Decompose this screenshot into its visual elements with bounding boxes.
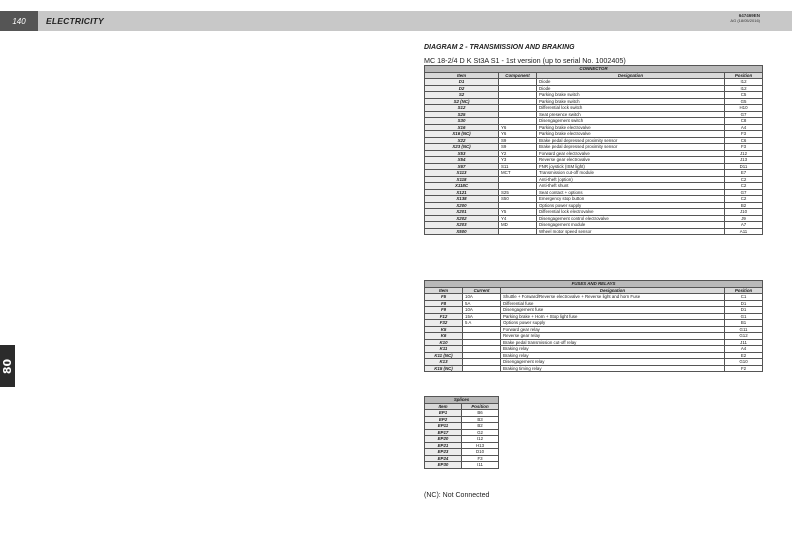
page-number: 140 bbox=[0, 11, 38, 31]
cell-item: X16 (NC) bbox=[425, 131, 499, 138]
cell-component: S9 bbox=[499, 144, 537, 151]
cell-position: G2 bbox=[462, 429, 499, 436]
cell-designation: Anti-theft (option) bbox=[537, 176, 725, 183]
cell-component: MCT bbox=[499, 170, 537, 177]
col-designation: Designation bbox=[501, 287, 725, 294]
cell-designation: Reverse gear electrovalve bbox=[537, 157, 725, 164]
cell-designation: Disengagement switch bbox=[537, 118, 725, 125]
cell-designation: Emergency stop button bbox=[537, 196, 725, 203]
cell-designation: Anti-theft shunt bbox=[537, 183, 725, 190]
col-position: Position bbox=[725, 287, 763, 294]
col-item: Item bbox=[425, 72, 499, 79]
cell-item: EP20 bbox=[425, 436, 462, 443]
cell-component: MD bbox=[499, 222, 537, 229]
col-position: Position bbox=[462, 403, 499, 410]
cell-item: X113 bbox=[425, 170, 499, 177]
cell-designation: Disengagement control electrovalve bbox=[537, 215, 725, 222]
cell-position: C1 bbox=[725, 294, 763, 301]
cell-item: EP11 bbox=[425, 423, 462, 430]
cell-item: X54 bbox=[425, 157, 499, 164]
col-position: Position bbox=[725, 72, 763, 79]
cell-component: S11 bbox=[499, 163, 537, 170]
cell-item: X22 bbox=[425, 137, 499, 144]
cell-item: EP21 bbox=[425, 442, 462, 449]
cell-current: 5A bbox=[463, 300, 501, 307]
cell-designation: Parking brake switch bbox=[537, 92, 725, 99]
cell-position: B3 bbox=[462, 416, 499, 423]
cell-position: A7 bbox=[725, 222, 763, 229]
cell-position: G1 bbox=[725, 313, 763, 320]
cell-item: X201 bbox=[425, 209, 499, 216]
cell-item: F12 bbox=[425, 313, 463, 320]
cell-item: F8 bbox=[425, 300, 463, 307]
cell-position: A4 bbox=[725, 346, 763, 353]
col-item: Item bbox=[425, 403, 462, 410]
cell-item: S25 bbox=[425, 111, 499, 118]
section-title: ELECTRICITY bbox=[46, 16, 104, 26]
cell-item: EP2 bbox=[425, 416, 462, 423]
footnote-nc: (NC): Not Connected bbox=[424, 492, 490, 499]
cell-component: Y3 bbox=[499, 157, 537, 164]
cell-current: 15A bbox=[463, 313, 501, 320]
cell-item: K11 bbox=[425, 346, 463, 353]
cell-position: G5 bbox=[725, 98, 763, 105]
cell-designation: Brake pedal depressed proximity sensor bbox=[537, 144, 725, 151]
cell-position: F3 bbox=[725, 131, 763, 138]
cell-designation: Reverse gear relay bbox=[501, 333, 725, 340]
cell-designation: Options power supply bbox=[537, 202, 725, 209]
cell-component: Y6 bbox=[499, 124, 537, 131]
cell-item: EP1 bbox=[425, 410, 462, 417]
cell-designation: Diode bbox=[537, 79, 725, 86]
chapter-tab-label: 80 bbox=[1, 358, 14, 374]
cell-designation: Parking brake + Horn + Stop light fuse bbox=[501, 313, 725, 320]
cell-component: Y6 bbox=[499, 131, 537, 138]
cell-position: F3 bbox=[725, 144, 763, 151]
cell-designation: Braking relay bbox=[501, 352, 725, 359]
cell-designation: Disengagement relay bbox=[501, 359, 725, 366]
col-current: Current bbox=[463, 287, 501, 294]
cell-item: X200 bbox=[425, 202, 499, 209]
cell-position: D11 bbox=[725, 163, 763, 170]
cell-position: C8 bbox=[725, 118, 763, 125]
cell-position: E2 bbox=[725, 352, 763, 359]
cell-item: X67 bbox=[425, 163, 499, 170]
cell-item: F9 bbox=[425, 307, 463, 314]
cell-designation: Seat presence switch bbox=[537, 111, 725, 118]
cell-position: J11 bbox=[725, 339, 763, 346]
col-designation: Designation bbox=[537, 72, 725, 79]
cell-item: EP23 bbox=[425, 449, 462, 456]
cell-position: G7 bbox=[725, 189, 763, 196]
table-row bbox=[425, 365, 763, 372]
table-row bbox=[425, 228, 763, 235]
document-reference bbox=[730, 13, 760, 23]
cell-item: K13 bbox=[425, 359, 463, 366]
cell-position: G12 bbox=[725, 333, 763, 340]
cell-item: S30 bbox=[425, 118, 499, 125]
cell-designation: Brake pedal depressed proximity sensor bbox=[537, 137, 725, 144]
cell-item: X138 bbox=[425, 196, 499, 203]
cell-item: X118 bbox=[425, 176, 499, 183]
cell-position: A4 bbox=[725, 124, 763, 131]
cell-position: H10 bbox=[725, 105, 763, 112]
cell-item: X118C bbox=[425, 183, 499, 190]
cell-designation: Parking brake switch bbox=[537, 98, 725, 105]
cell-position: F3 bbox=[462, 455, 499, 462]
document-date: AG (18/05/2016) bbox=[730, 18, 760, 23]
cell-designation: Differential lock switch bbox=[537, 105, 725, 112]
cell-position: I12 bbox=[462, 436, 499, 443]
cell-current bbox=[463, 365, 501, 372]
cell-position: I11 bbox=[462, 462, 499, 469]
cell-item: S12 bbox=[425, 105, 499, 112]
cell-designation: Parking brake electrovalve bbox=[537, 131, 725, 138]
cell-item: X16 bbox=[425, 124, 499, 131]
cell-position: J12 bbox=[725, 150, 763, 157]
cell-component: Y4 bbox=[499, 215, 537, 222]
cell-position: B2 bbox=[725, 202, 763, 209]
cell-position: A11 bbox=[725, 228, 763, 235]
cell-item: K10 bbox=[425, 339, 463, 346]
cell-position: B1 bbox=[725, 320, 763, 327]
cell-component: S50 bbox=[499, 196, 537, 203]
cell-item: EP24 bbox=[425, 455, 462, 462]
cell-designation: Parking brake electrovalve bbox=[537, 124, 725, 131]
cell-position: B2 bbox=[462, 423, 499, 430]
cell-position: C6 bbox=[725, 137, 763, 144]
cell-item: X53 bbox=[425, 150, 499, 157]
document-code: 647469EN bbox=[738, 13, 760, 18]
cell-designation: Differential fuse bbox=[501, 300, 725, 307]
cell-item: S2 bbox=[425, 92, 499, 99]
connector-table bbox=[424, 65, 763, 235]
cell-designation: Braking timing relay bbox=[501, 365, 725, 372]
splices-table bbox=[424, 396, 499, 469]
cell-designation: Options power supply bbox=[501, 320, 725, 327]
cell-item: X121 bbox=[425, 189, 499, 196]
header-bar bbox=[0, 11, 792, 31]
cell-position: I12 bbox=[725, 85, 763, 92]
diagram-title: DIAGRAM 2 - TRANSMISSION AND BRAKING bbox=[424, 44, 575, 51]
cell-item: EP17 bbox=[425, 429, 462, 436]
cell-item: K5 bbox=[425, 326, 463, 333]
cell-position: G7 bbox=[725, 111, 763, 118]
fuses-caption: FUSES AND RELAYS bbox=[425, 281, 763, 288]
cell-position: C2 bbox=[725, 176, 763, 183]
cell-designation: Forward gear electrovalve bbox=[537, 150, 725, 157]
cell-component: Y2 bbox=[499, 150, 537, 157]
cell-designation: Differential lock electrovalve bbox=[537, 209, 725, 216]
cell-component bbox=[499, 228, 537, 235]
cell-item: F5 bbox=[425, 294, 463, 301]
cell-designation: Braking relay bbox=[501, 346, 725, 353]
cell-item: F32 bbox=[425, 320, 463, 327]
cell-position: D1 bbox=[725, 307, 763, 314]
cell-designation: Disengagement module bbox=[537, 222, 725, 229]
cell-designation: Disengagement fuse bbox=[501, 307, 725, 314]
cell-item: X500 bbox=[425, 228, 499, 235]
cell-position: C5 bbox=[725, 92, 763, 99]
cell-current: 10A bbox=[463, 294, 501, 301]
cell-position: D1 bbox=[725, 300, 763, 307]
model-line: MC 18-2/4 D K St3A S1 - 1st version (up to serial No. 1002405) bbox=[424, 56, 626, 65]
cell-designation: Seat contact + options bbox=[537, 189, 725, 196]
cell-item: K6 bbox=[425, 333, 463, 340]
cell-component: S9 bbox=[499, 137, 537, 144]
cell-designation: Forward gear relay bbox=[501, 326, 725, 333]
col-component: Component bbox=[499, 72, 537, 79]
table-row bbox=[425, 462, 499, 469]
cell-designation: Diode bbox=[537, 85, 725, 92]
cell-position: J10 bbox=[725, 209, 763, 216]
splices-caption: Splices bbox=[425, 397, 499, 404]
chapter-tab bbox=[0, 345, 15, 387]
cell-position: D10 bbox=[462, 449, 499, 456]
cell-item: X203 bbox=[425, 222, 499, 229]
cell-position: J9 bbox=[725, 215, 763, 222]
cell-designation: Transmission cut-off module bbox=[537, 170, 725, 177]
cell-position: C2 bbox=[725, 183, 763, 190]
cell-designation: Wheel motor speed sensor bbox=[537, 228, 725, 235]
cell-position: C2 bbox=[725, 196, 763, 203]
connector-caption: CONNECTOR bbox=[425, 66, 763, 73]
cell-position: H13 bbox=[462, 442, 499, 449]
cell-component: Y5 bbox=[499, 209, 537, 216]
cell-item: X23 (NC) bbox=[425, 144, 499, 151]
cell-current: 10A bbox=[463, 307, 501, 314]
cell-item: K15 (NC) bbox=[425, 365, 463, 372]
cell-position: G11 bbox=[725, 326, 763, 333]
cell-item: K11 (NC) bbox=[425, 352, 463, 359]
cell-designation: FNR joystick (ISM light) bbox=[537, 163, 725, 170]
cell-item: D1 bbox=[425, 79, 499, 86]
cell-item: X202 bbox=[425, 215, 499, 222]
cell-designation: Shuttle + Forward/Reverse electrovalve + Reverse light and horn Fuse bbox=[501, 294, 725, 301]
cell-position: I12 bbox=[725, 79, 763, 86]
col-item: Item bbox=[425, 287, 463, 294]
cell-position: J13 bbox=[725, 157, 763, 164]
cell-position: B6 bbox=[462, 410, 499, 417]
fuses-relays-table bbox=[424, 280, 763, 372]
cell-position: E7 bbox=[725, 170, 763, 177]
cell-item: EP30 bbox=[425, 462, 462, 469]
cell-position: G10 bbox=[725, 359, 763, 366]
cell-component: S25 bbox=[499, 189, 537, 196]
cell-item: D2 bbox=[425, 85, 499, 92]
cell-item: S2 (NC) bbox=[425, 98, 499, 105]
cell-current: 5 A bbox=[463, 320, 501, 327]
cell-position: F2 bbox=[725, 365, 763, 372]
cell-designation: Brake pedal transmission cut-off relay bbox=[501, 339, 725, 346]
